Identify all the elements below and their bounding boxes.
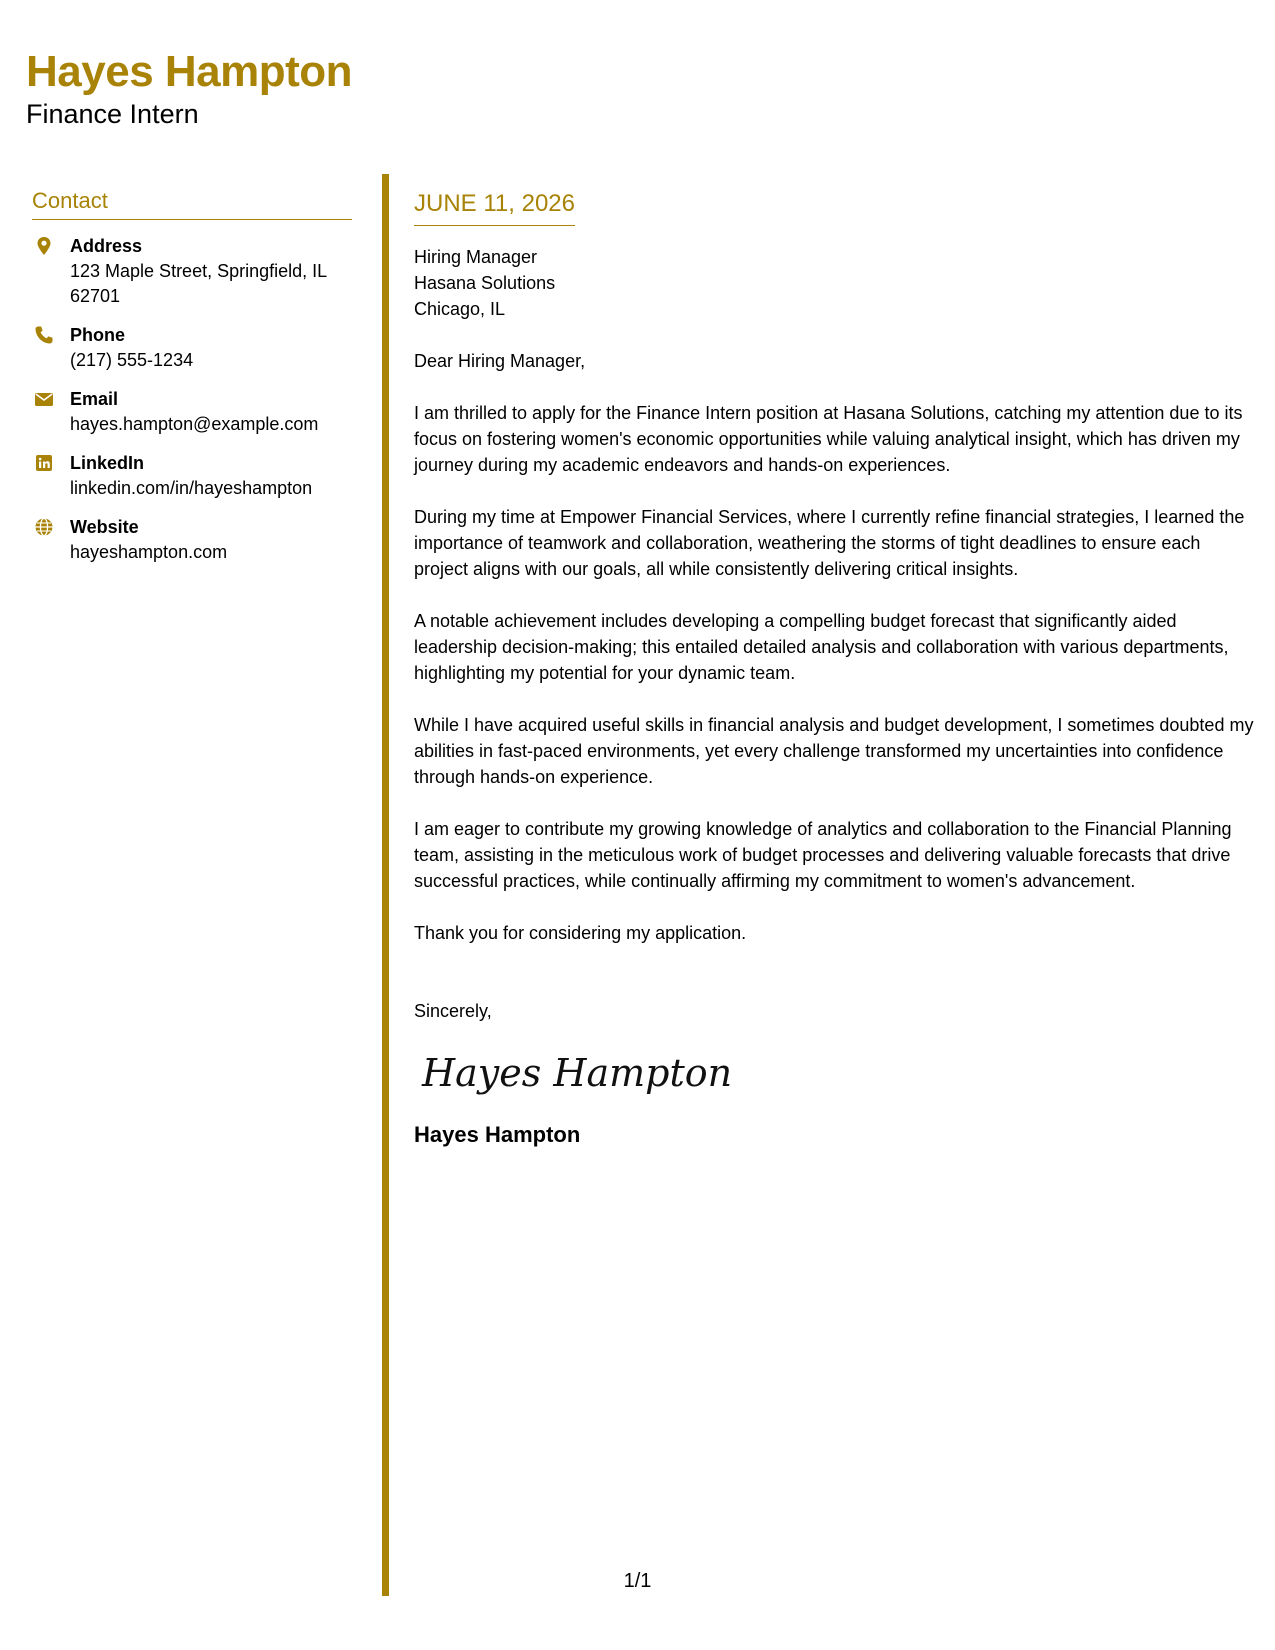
- contact-item-linkedin: [32, 451, 352, 501]
- handwritten-signature: [418, 1046, 733, 1108]
- website-value: hayeshampton.com: [70, 542, 228, 563]
- contact-item-email: [32, 387, 352, 437]
- location-pin-icon: [34, 236, 54, 256]
- signer-name: Hayes Hampton: [414, 1121, 581, 1147]
- applicant-name: Hayes Hampton: [26, 47, 353, 96]
- closing: Sincerely,: [414, 1000, 492, 1021]
- globe-icon: [34, 517, 54, 537]
- contact-label: Website: [70, 517, 139, 538]
- body-paragraph: A notable achievement includes developing a compelling budget forecast that significantly aided leadership decision-making; this entailed detailed analysis and collaboration with various departments, highlighting my potential for your dynamic team.: [414, 610, 1229, 683]
- letter-date: JUNE 11, 2026: [414, 190, 575, 226]
- contact-item-website: [32, 515, 352, 565]
- vertical-divider: [382, 174, 389, 1596]
- signature-text: Hayes Hampton: [422, 1050, 733, 1095]
- salutation: Dear Hiring Manager,: [414, 350, 586, 371]
- recipient-line: Hiring Manager: [414, 246, 538, 267]
- envelope-icon: [34, 389, 54, 409]
- page-number: 1/1: [623, 1570, 652, 1592]
- linkedin-icon: [34, 453, 54, 473]
- address-value: 123 Maple Street, Springfield, IL 62701: [70, 261, 327, 307]
- contact-label: LinkedIn: [70, 453, 145, 474]
- applicant-title: Finance Intern: [26, 99, 199, 129]
- contact-item-address: [32, 234, 352, 309]
- recipient-line: Hasana Solutions: [414, 272, 556, 293]
- contact-item-phone: [32, 323, 352, 373]
- phone-value: (217) 555-1234: [70, 350, 194, 371]
- letter-body: [414, 190, 1254, 1148]
- body-paragraph: I am eager to contribute my growing knowledge of analytics and collaboration to the Financial Planning team, assisting in the meticulous work of budget processes and delivering valuable forecasts that drive successful practices, while continually affirming my commitment to women's advancement.: [414, 818, 1232, 891]
- body-paragraph: While I have acquired useful skills in financial analysis and budget development, I sometimes doubted my abilities in fast-paced environments, yet every challenge transformed my uncertainties into confidence through hands-on experience.: [414, 714, 1254, 787]
- recipient-block: [414, 244, 1254, 322]
- contact-label: Email: [70, 389, 119, 410]
- recipient-line: Chicago, IL: [414, 298, 506, 319]
- email-value: hayes.hampton@example.com: [70, 414, 319, 435]
- body-paragraph: I am thrilled to apply for the Finance Intern position at Hasana Solutions, catching my attention due to its focus on fostering women's economic opportunities while valuing analytical insight, which has driven my journey during my academic endeavors and hands-on experiences.: [414, 402, 1243, 475]
- contact-sidebar: [32, 188, 352, 579]
- contact-label: Phone: [70, 325, 126, 346]
- linkedin-value: linkedin.com/in/hayeshampton: [70, 478, 313, 499]
- body-paragraph: During my time at Empower Financial Services, where I currently refine financial strategies, I learned the importance of teamwork and collaboration, weathering the storms of tight deadlines to ensure each project aligns with our goals, all while consistently delivering critical insights.: [414, 506, 1245, 579]
- contact-heading: Contact: [32, 188, 352, 220]
- body-paragraph: Thank you for considering my application.: [414, 922, 747, 943]
- phone-icon: [34, 325, 54, 345]
- contact-label: Address: [70, 236, 143, 257]
